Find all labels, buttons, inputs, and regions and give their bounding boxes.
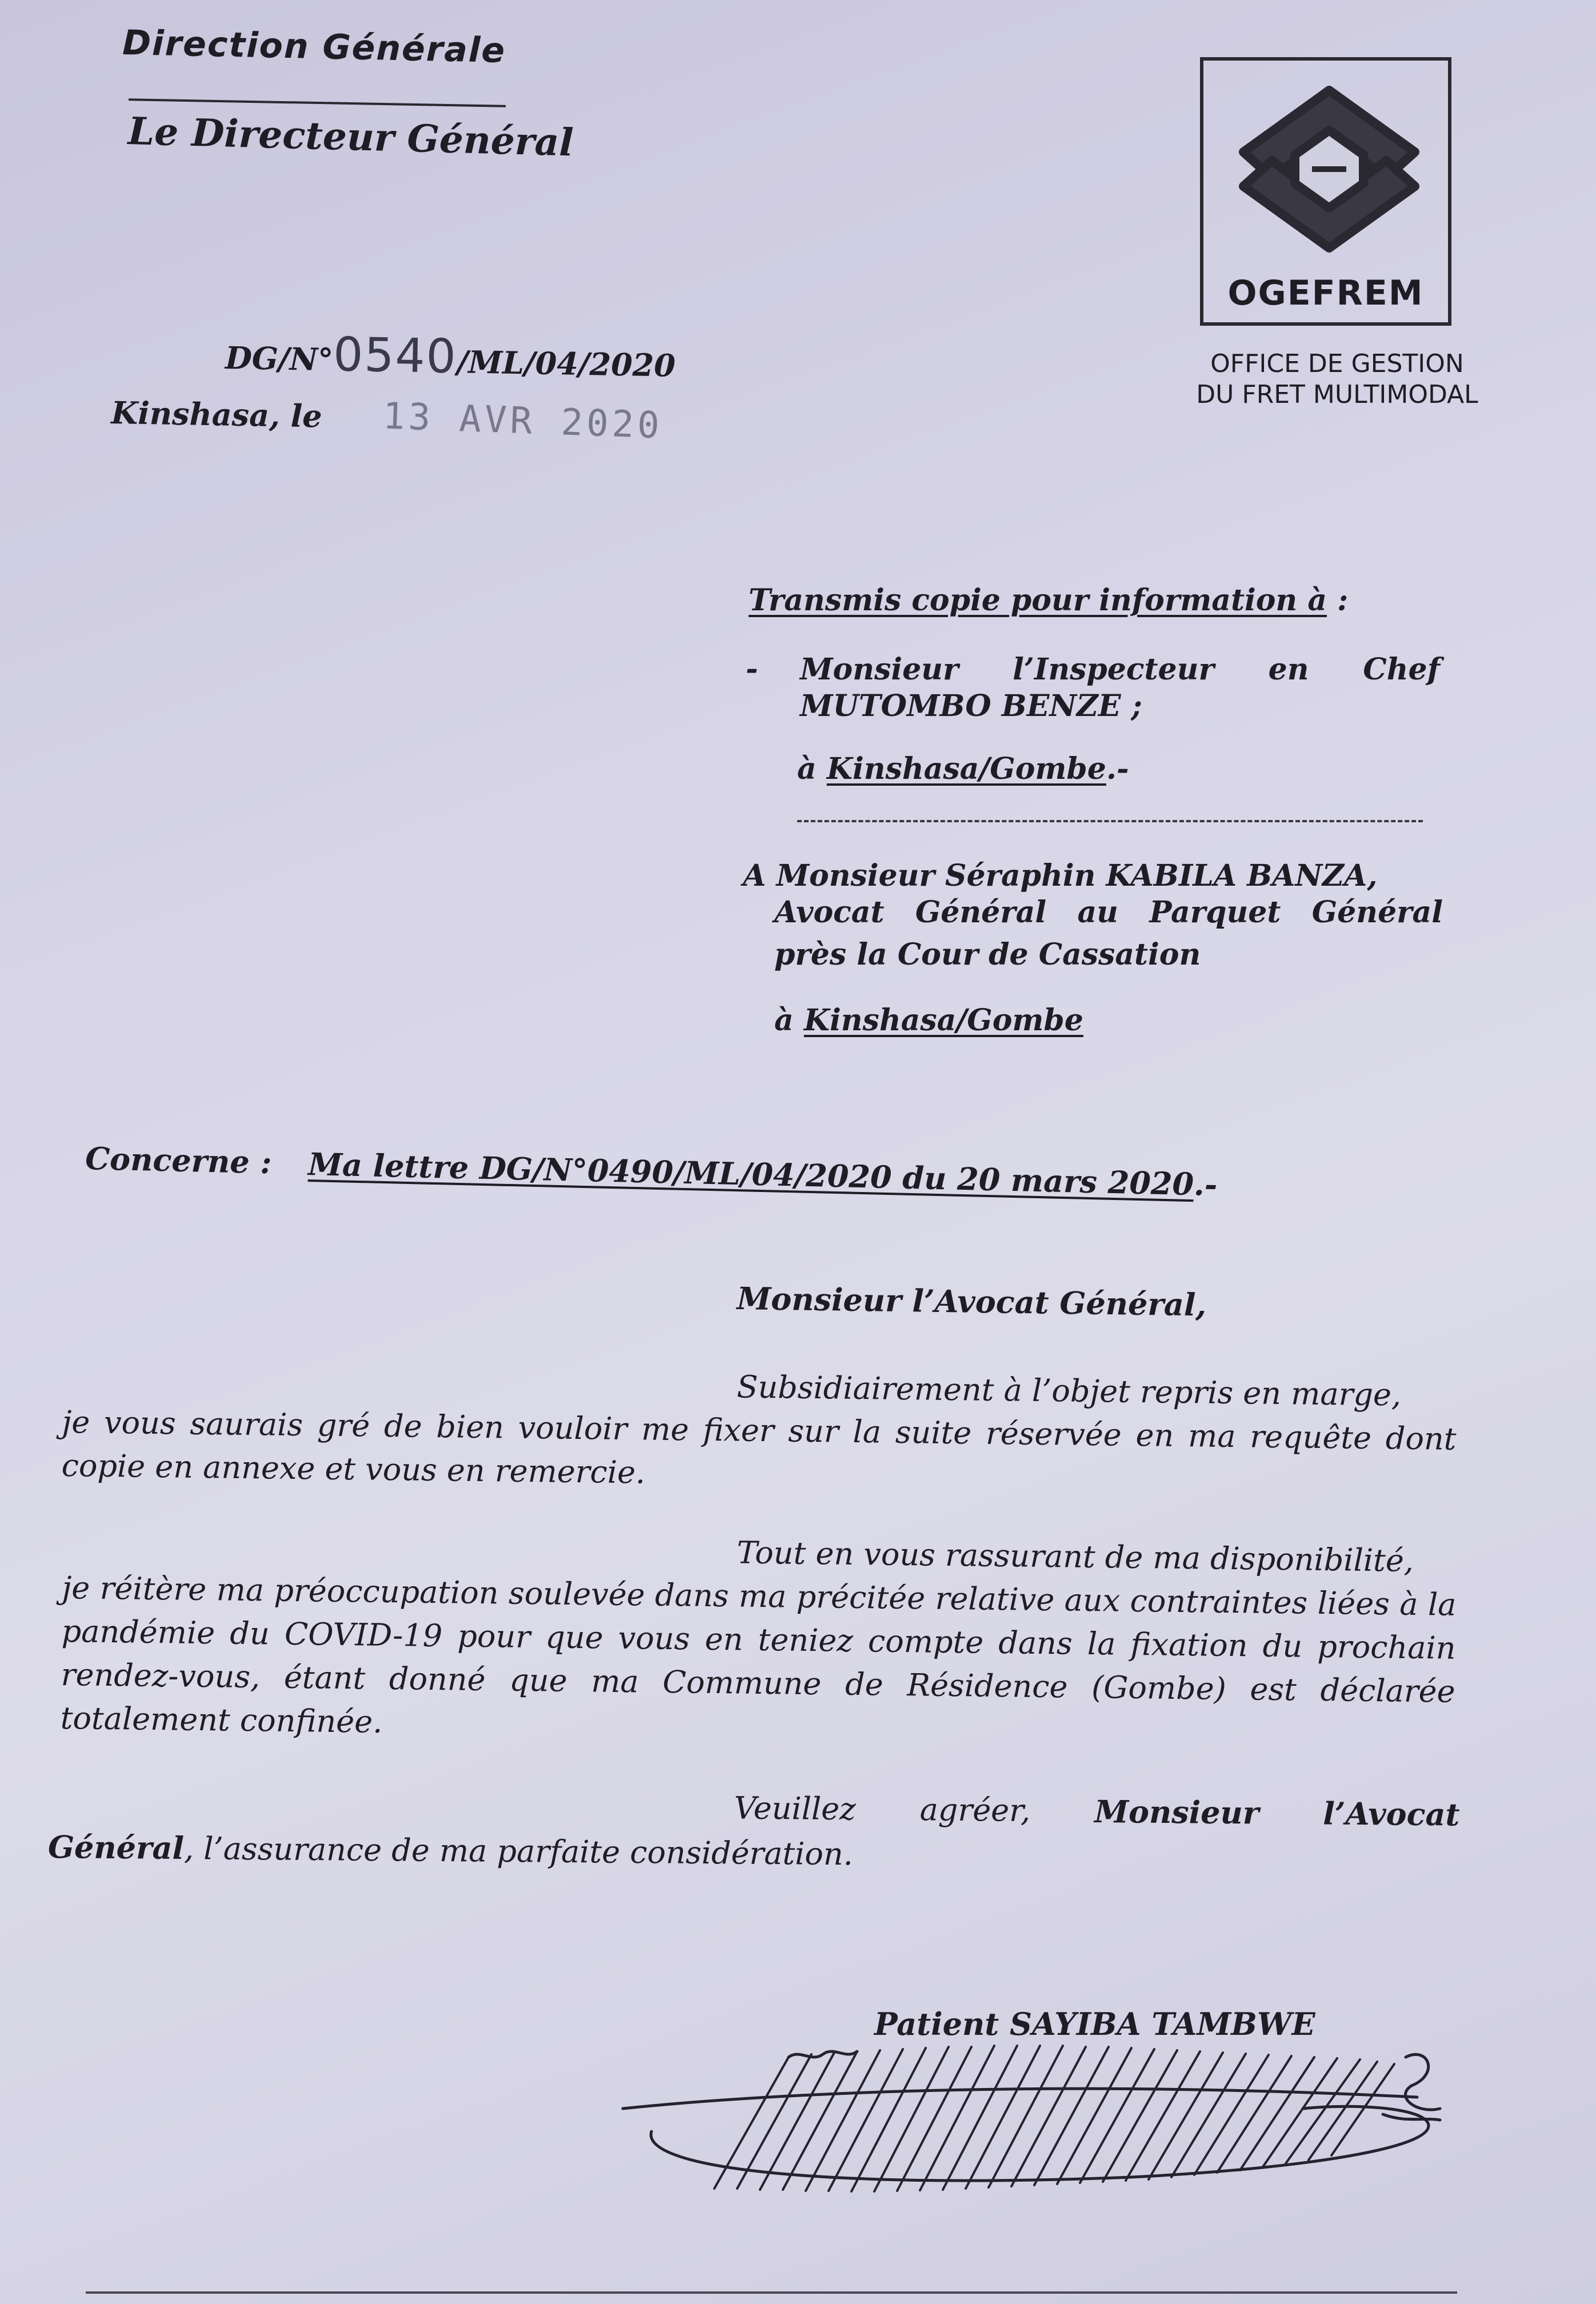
copy-location-end: .- [1106,751,1129,786]
signer-name: Patient SAYIBA TAMBWE [874,2006,1315,2042]
addressee-location [774,1003,1083,1038]
closing-word-2: agréer, [919,1791,1031,1829]
copy-location [797,751,1129,786]
copy-recipient-name: MUTOMBO BENZE ; [800,689,1142,723]
closing-rest: , l’assurance de ma parfaite considération. [183,1830,854,1873]
bottom-rule [86,2291,1457,2294]
department-heading: Direction Générale [122,23,506,71]
addressee-word-2: Général [915,895,1047,930]
copy-location-prefix: à [797,751,827,786]
copy-word-4: Chef [1363,652,1440,687]
header-rule [129,98,506,107]
organization-name [1189,349,1486,410]
dashed-separator [797,820,1423,822]
date-stamp: 13 AVR 2020 [382,395,663,447]
addressee-line1 [743,857,1377,895]
copy-heading-text: Transmis copie pour information à [749,583,1327,618]
paragraph-1 [61,1357,1457,1505]
logo-wordmark: OGEFREM [1227,273,1424,313]
addressee-name-a: A Monsieur Séraphin [743,858,1106,893]
reference-number [225,326,676,388]
copy-heading-colon: : [1327,583,1349,618]
addressee-line2 [774,895,1443,930]
addressee-word-1: Avocat [774,895,885,930]
reference-handwritten-number: 0540 [333,327,458,385]
closing-bold: Général [47,1828,185,1867]
org-name-line1: OFFICE DE GESTION [1210,349,1464,378]
paragraph-2 [60,1523,1457,1757]
paragraph-2-rest: je réitère ma préoccupation soulevée dans ma précitée relative aux contraintes liées à la pandémie du COVID-19 pour que vous en teniez compte dans la fixation du prochain rendez-vous, étant donné que ma Commune de Résidence (Gombe) est déclarée totalement confinée. [60,1569,1457,1740]
addressee-word-3: au [1077,895,1118,930]
addressee-name-b: KABILA BANZA, [1106,858,1378,893]
director-title: Le Directeur Général [127,109,574,165]
closing-word-1: Veuillez [734,1790,856,1827]
addressee-word-4: Parquet [1149,895,1281,930]
closing-formula [48,1780,1460,1882]
closing-word-3: Monsieur [1094,1793,1259,1831]
handwritten-signature [617,2023,1451,2211]
addressee-line3: près la Cour de Cassation [774,937,1201,972]
paragraph-1-rest: je vous saurais gré de bien vouloir me fixer sur la suite réservée en ma requête dont copie en annexe et vous en remercie. [61,1403,1457,1491]
salutation: Monsieur l’Avocat Général, [737,1280,1207,1323]
copy-heading [749,583,1348,618]
addressee-location-city: Kinshasa/Gombe [803,1003,1083,1038]
subject-end: .- [1193,1166,1218,1203]
copy-location-city: Kinshasa/Gombe [826,751,1106,786]
copy-word-3: en [1268,652,1309,687]
ogefrem-logo [1200,57,1451,326]
reference-suffix: /ML/04/2020 [457,343,676,384]
paragraph-1-first-line: Subsidiairement à l’objet repris en marge, [737,1369,1402,1413]
subject-label: Concerne : [85,1140,273,1181]
closing-word-4: l’Avocat [1323,1795,1460,1833]
org-name-line2: DU FRET MULTIMODAL [1196,380,1478,409]
addressee-location-prefix: à [774,1003,804,1038]
subject-value [308,1146,1218,1203]
ogefrem-emblem-icon [1226,78,1432,261]
copy-recipient-title [800,651,1440,688]
list-dash: - [746,651,758,686]
copy-word-2: l’Inspecteur [1013,652,1214,687]
paragraph-2-first-line: Tout en vous rassurant de ma disponibilité, [737,1534,1414,1579]
place-date-label: Kinshasa, le [110,394,323,435]
reference-prefix: DG/N° [225,339,334,378]
subject-text: Ma lettre DG/N°0490/ML/04/2020 du 20 mars 2020 [307,1146,1194,1203]
copy-word-1: Monsieur [800,652,959,687]
addressee-word-5: Général [1311,895,1443,930]
copy-recipient [800,651,1440,725]
